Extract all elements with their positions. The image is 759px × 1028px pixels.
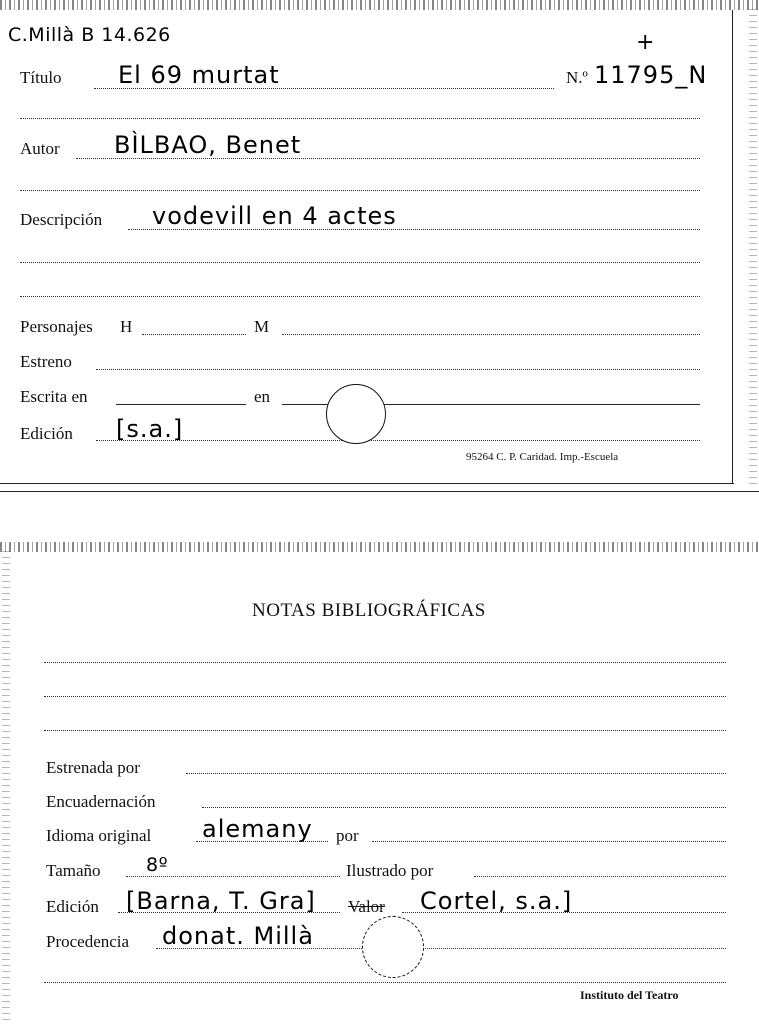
imprint-text: 95264 C. P. Caridad. Imp.-Escuela	[466, 451, 619, 463]
ilustrado-label: Ilustrado por	[346, 861, 434, 880]
tamano-label: Tamaño	[46, 861, 101, 880]
escrita-line	[116, 404, 246, 405]
plus-mark: +	[636, 30, 656, 55]
edicion-label: Edición	[20, 424, 73, 443]
card-right-line	[732, 10, 733, 484]
notas-line-1	[44, 662, 726, 663]
titulo-label: Título	[20, 68, 62, 87]
edicion-line	[96, 440, 700, 441]
idioma-por-line	[372, 841, 726, 842]
card-left-edge	[2, 546, 10, 1020]
estrenada-line	[186, 773, 726, 774]
descripcion-line-3	[20, 296, 700, 297]
numero-value: 11795_N	[594, 61, 708, 89]
archive-note: C.Millà B 14.626	[8, 24, 171, 46]
personajes-m-label: M	[254, 317, 270, 336]
procedencia-value: donat. Millà	[162, 922, 314, 950]
estrenada-label: Estrenada por	[46, 758, 140, 777]
catalog-card-back	[0, 538, 759, 1028]
autor-value: BÌLBAO, Benet	[114, 131, 302, 159]
card-cut-line	[0, 491, 759, 492]
back-edicion-label: Edición	[46, 897, 99, 916]
notas-bottom-line	[44, 982, 726, 983]
escrita-en-label: en	[254, 387, 271, 406]
idioma-por-label: por	[336, 826, 359, 845]
tamano-value: 8º	[146, 854, 169, 876]
descripcion-label: Descripción	[20, 210, 103, 229]
titulo-line-2	[20, 118, 700, 119]
punch-hole	[326, 384, 386, 444]
notas-line-2	[44, 696, 726, 697]
procedencia-label: Procedencia	[46, 932, 130, 951]
card-top-edge	[0, 0, 759, 10]
autor-label: Autor	[20, 139, 60, 158]
descripcion-value: vodevill en 4 actes	[152, 202, 397, 230]
institution-name: Instituto del Teatro	[580, 988, 679, 1002]
card-bottom-line	[0, 483, 734, 484]
personajes-h-line	[142, 334, 246, 335]
estreno-label: Estreno	[20, 352, 72, 371]
idioma-label: Idioma original	[46, 826, 152, 845]
back-edicion-value: [Barna, T. Gra]	[126, 887, 316, 915]
card-right-edge	[749, 8, 757, 484]
encuadernacion-line	[202, 807, 726, 808]
ilustrado-line	[474, 876, 726, 877]
personajes-h-label: H	[120, 317, 133, 336]
autor-line-2	[20, 190, 700, 191]
numero-label: N.º	[566, 68, 588, 87]
personajes-label: Personajes	[20, 317, 93, 336]
personajes-m-line	[282, 334, 700, 335]
catalog-card-front	[0, 0, 759, 492]
notas-heading: NOTAS BIBLIOGRÁFICAS	[252, 600, 486, 621]
edicion-value: [s.a.]	[116, 415, 184, 443]
estreno-line	[96, 369, 700, 370]
punch-hole	[362, 916, 424, 978]
valor-label: Valor	[348, 897, 385, 916]
idioma-value: alemany	[202, 815, 313, 843]
escrita-label: Escrita en	[20, 387, 88, 406]
descripcion-line-2	[20, 262, 700, 263]
encuadernacion-label: Encuadernación	[46, 792, 156, 811]
valor-value: Cortel, s.a.]	[420, 887, 573, 915]
titulo-value: El 69 murtat	[118, 61, 280, 89]
notas-line-3	[44, 730, 726, 731]
card-top-edge	[0, 542, 759, 552]
